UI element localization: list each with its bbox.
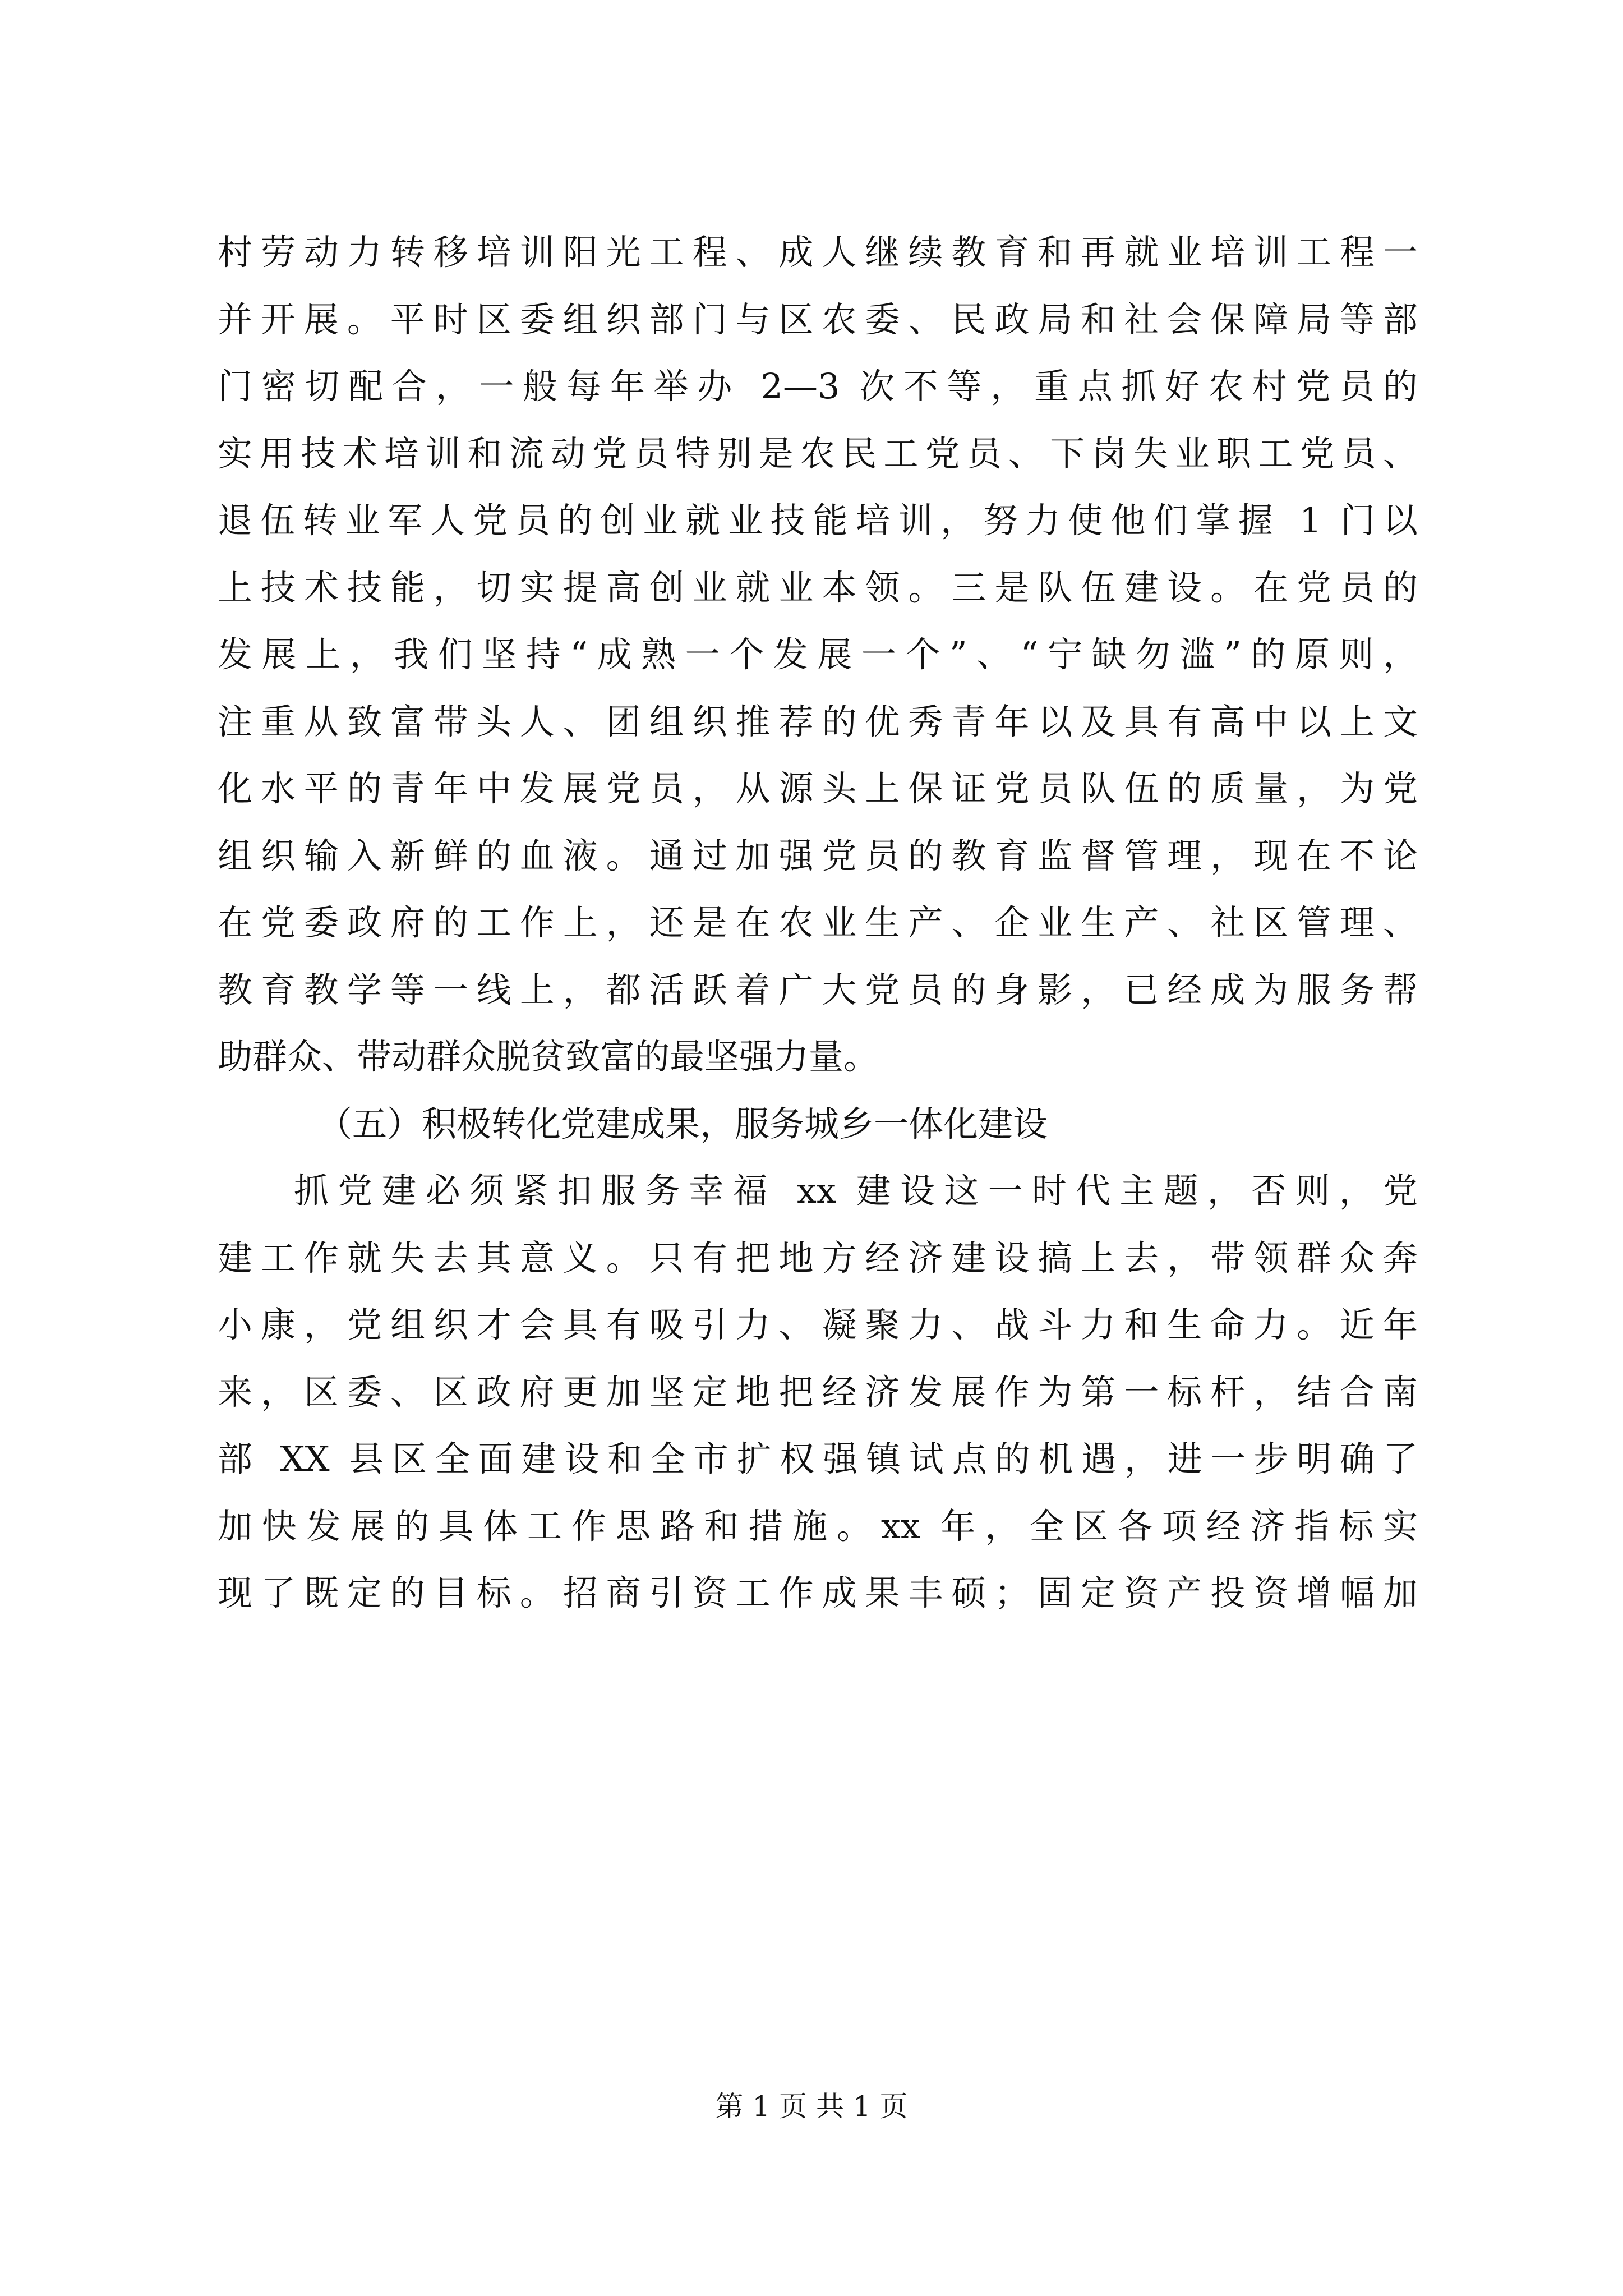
text-line: 门密切配合，一般每年举办 2—3 次不等，重点抓好农村党员的 bbox=[218, 366, 1418, 407]
text-line: 助群众、带动群众脱贫致富的最坚强力量。 bbox=[218, 1036, 879, 1077]
body-text bbox=[218, 219, 1418, 1627]
text-line: 实用技术培训和流动党员特别是农民工党员、下岗失业职工党员、 bbox=[218, 432, 1418, 474]
text-line: 抓党建必须紧扣服务幸福 xx 建设这一时代主题，否则，党 bbox=[294, 1170, 1418, 1211]
text-line: 组织输入新鲜的血液。通过加强党员的教育监督管理，现在不论 bbox=[218, 835, 1418, 876]
text-line: 化水平的青年中发展党员，从源头上保证党员队伍的质量，为党 bbox=[218, 768, 1418, 809]
text-line: 退伍转业军人党员的创业就业技能培训，努力使他们掌握 1 门以 bbox=[218, 500, 1418, 541]
page-footer: 第 1 页 共 1 页 bbox=[715, 2090, 908, 2123]
text-line: 现了既定的目标。招商引资工作成果丰硕；固定资产投资增幅加 bbox=[218, 1572, 1418, 1613]
text-line: 并开展。平时区委组织部门与区农委、民政局和社会保障局等部 bbox=[218, 298, 1418, 340]
text-line: 小康，党组织才会具有吸引力、凝聚力、战斗力和生命力。近年 bbox=[218, 1304, 1418, 1345]
section-heading: （五）积极转化党建成果，服务城乡一体化建设 bbox=[317, 1103, 1048, 1144]
text-line: 建工作就失去其意义。只有把地方经济建设搞上去，带领群众奔 bbox=[218, 1237, 1418, 1278]
text-line: 村劳动力转移培训阳光工程、成人继续教育和再就业培训工程一 bbox=[218, 232, 1418, 273]
text-line: 部 XX 县区全面建设和全市扩权强镇试点的机遇，进一步明确了 bbox=[218, 1438, 1418, 1479]
text-line: 发展上，我们坚持“成熟一个发展一个”、“宁缺勿滥”的原则， bbox=[218, 634, 1418, 675]
text-line: 来，区委、区政府更加坚定地把经济发展作为第一标杆，结合南 bbox=[218, 1371, 1418, 1412]
text-line: 上技术技能，切实提高创业就业本领。三是队伍建设。在党员的 bbox=[218, 567, 1418, 608]
text-line: 教育教学等一线上，都活跃着广大党员的身影，已经成为服务帮 bbox=[218, 969, 1418, 1010]
text-line: 注重从致富带头人、团组织推荐的优秀青年以及具有高中以上文 bbox=[218, 701, 1418, 742]
text-line: 加快发展的具体工作思路和措施。xx 年，全区各项经济指标实 bbox=[218, 1505, 1418, 1547]
text-line: 在党委政府的工作上，还是在农业生产、企业生产、社区管理、 bbox=[218, 902, 1418, 943]
